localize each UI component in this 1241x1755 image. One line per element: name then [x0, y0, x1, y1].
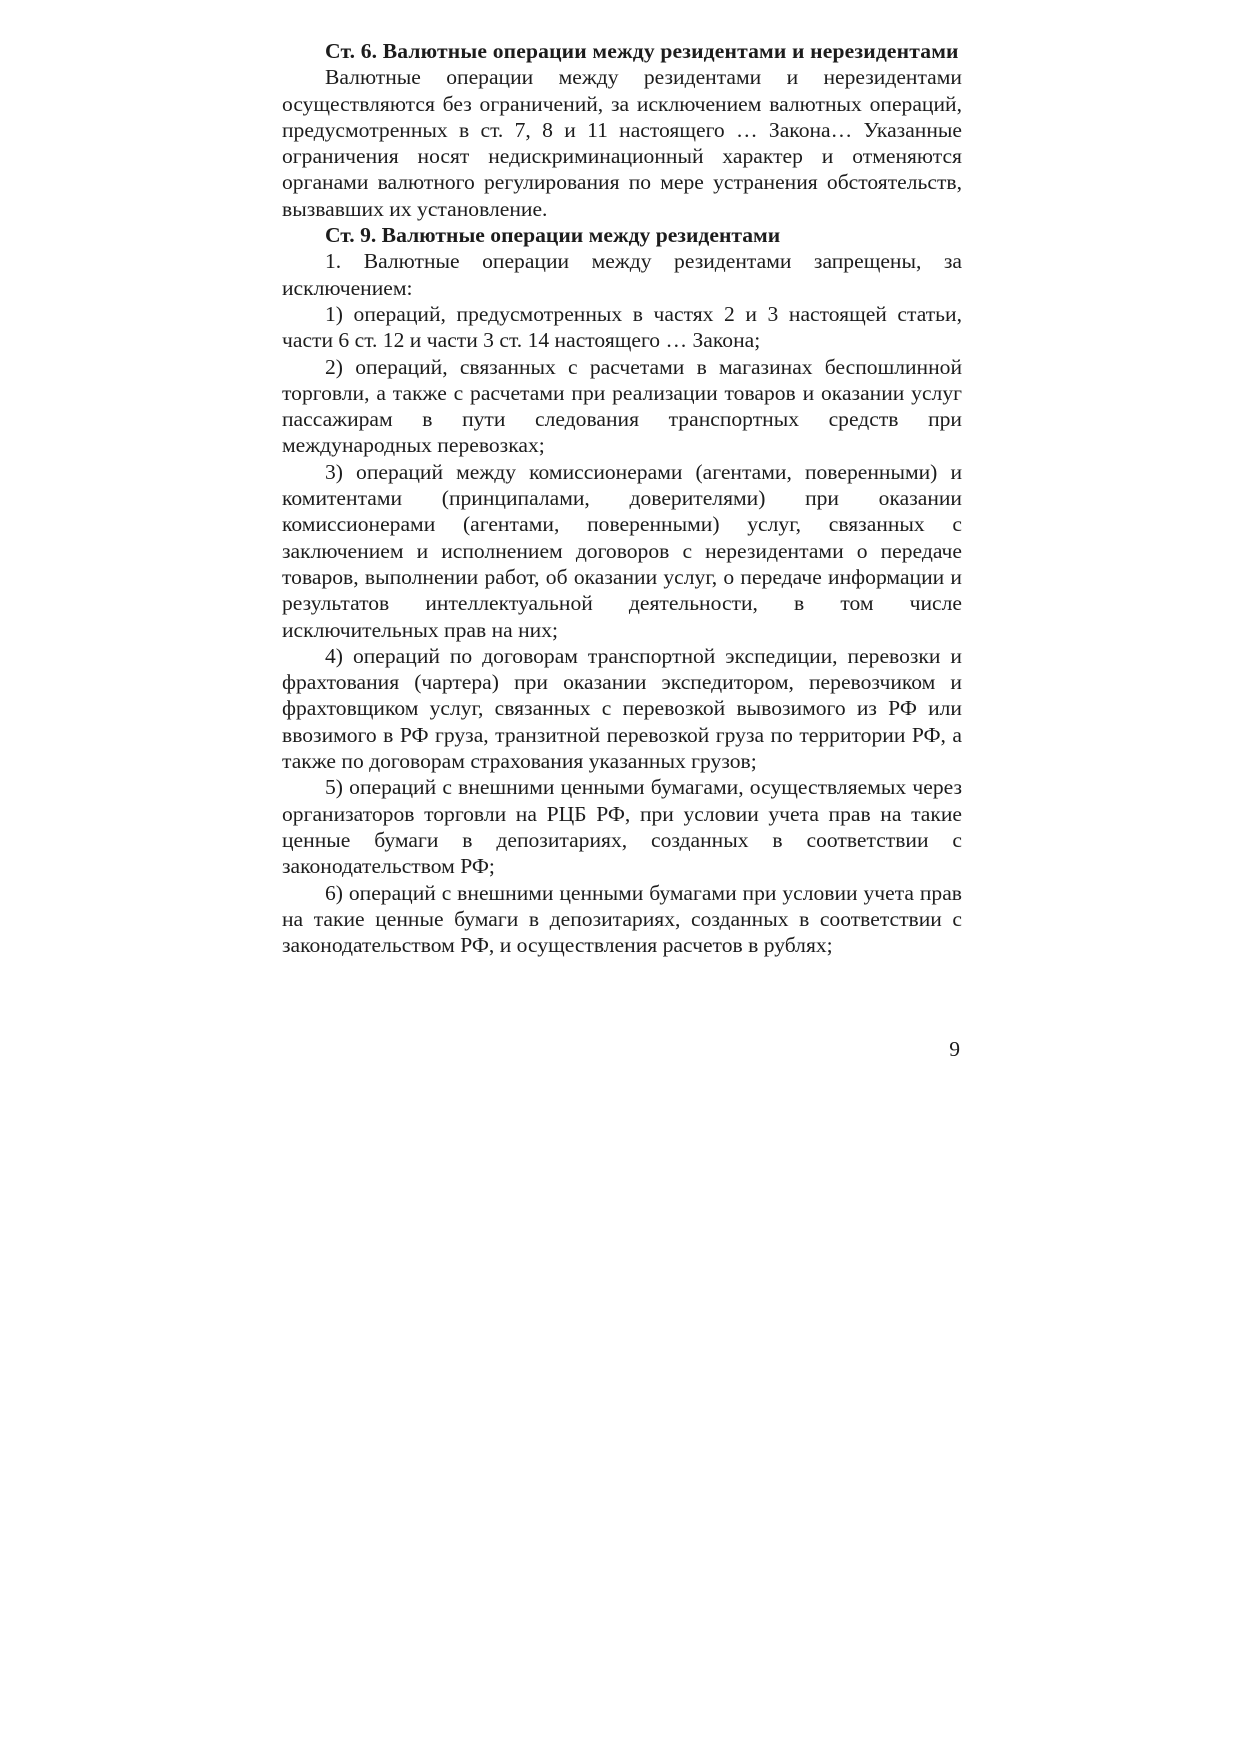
list-item: 6) операций с внешними ценными бумагами при условии учета прав на такие ценные бумаги в депозитариях, созданных в соответствии с законодательством РФ, и осуществления расчетов в рублях; — [282, 880, 962, 958]
list-item: 4) операций по договорам транспортной экспедиции, перевозки и фрахтования (чартера) при оказании экспедитором, перевозчиком и фрахтовщиком услуг, связанных с перевозкой вывозимого из РФ или ввозимого в РФ груза, транзитной перевозкой груза по территории РФ, а также по договорам страхования указанных грузов; — [282, 643, 962, 774]
list-item: 2) операций, связанных с расчетами в магазинах беспошлинной торговли, а также с расчетами при реализации товаров и оказании услуг пассажирам в пути следования транспортных средств при международных перевозках; — [282, 354, 962, 458]
article-6-paragraph: Валютные операции между резидентами и нерезидентами осуществляются без ограничений, за исключением валютных операций, предусмотренных в ст. 7, 8 и 11 настоящего … Закона… Указанные ограничения носят недискриминационный характер и отменяются органами валютного регулирования по мере устранения обстоятельств, вызвавших их установление. — [282, 65, 962, 221]
article-6-heading: Ст. 6. Валютные операции между резидентами и нерезидентами — [325, 39, 959, 63]
list-item: 1) операций, предусмотренных в частях 2 и 3 настоящей статьи, части 6 ст. 12 и части 3 ст. 14 настоящего … Закона; — [282, 301, 962, 353]
page-number: 9 — [949, 1037, 960, 1061]
text-column — [282, 38, 962, 958]
article-9-heading: Ст. 9. Валютные операции между резидентами — [325, 223, 781, 248]
list-item: 3) операций между комиссионерами (агентами, поверенными) и комитентами (принципалами, доверителями) при оказании комиссионерами (агентами, поверенными) услуг, связанных с заключением и исполнением договоров с нерезидентами о передаче товаров, выполнении работ, об оказании услуг, о передаче информации и результатов интеллектуальной деятельности, в том числе исключительных прав на них; — [282, 459, 962, 642]
list-item: 5) операций с внешними ценными бумагами, осуществляемых через организаторов торговли на РЦБ РФ, при условии учета прав на такие ценные бумаги в депозитариях, созданных в соответствии с законодательством РФ; — [282, 775, 962, 879]
article-9-intro: 1. Валютные операции между резидентами запрещены, за исключением: — [282, 249, 962, 300]
